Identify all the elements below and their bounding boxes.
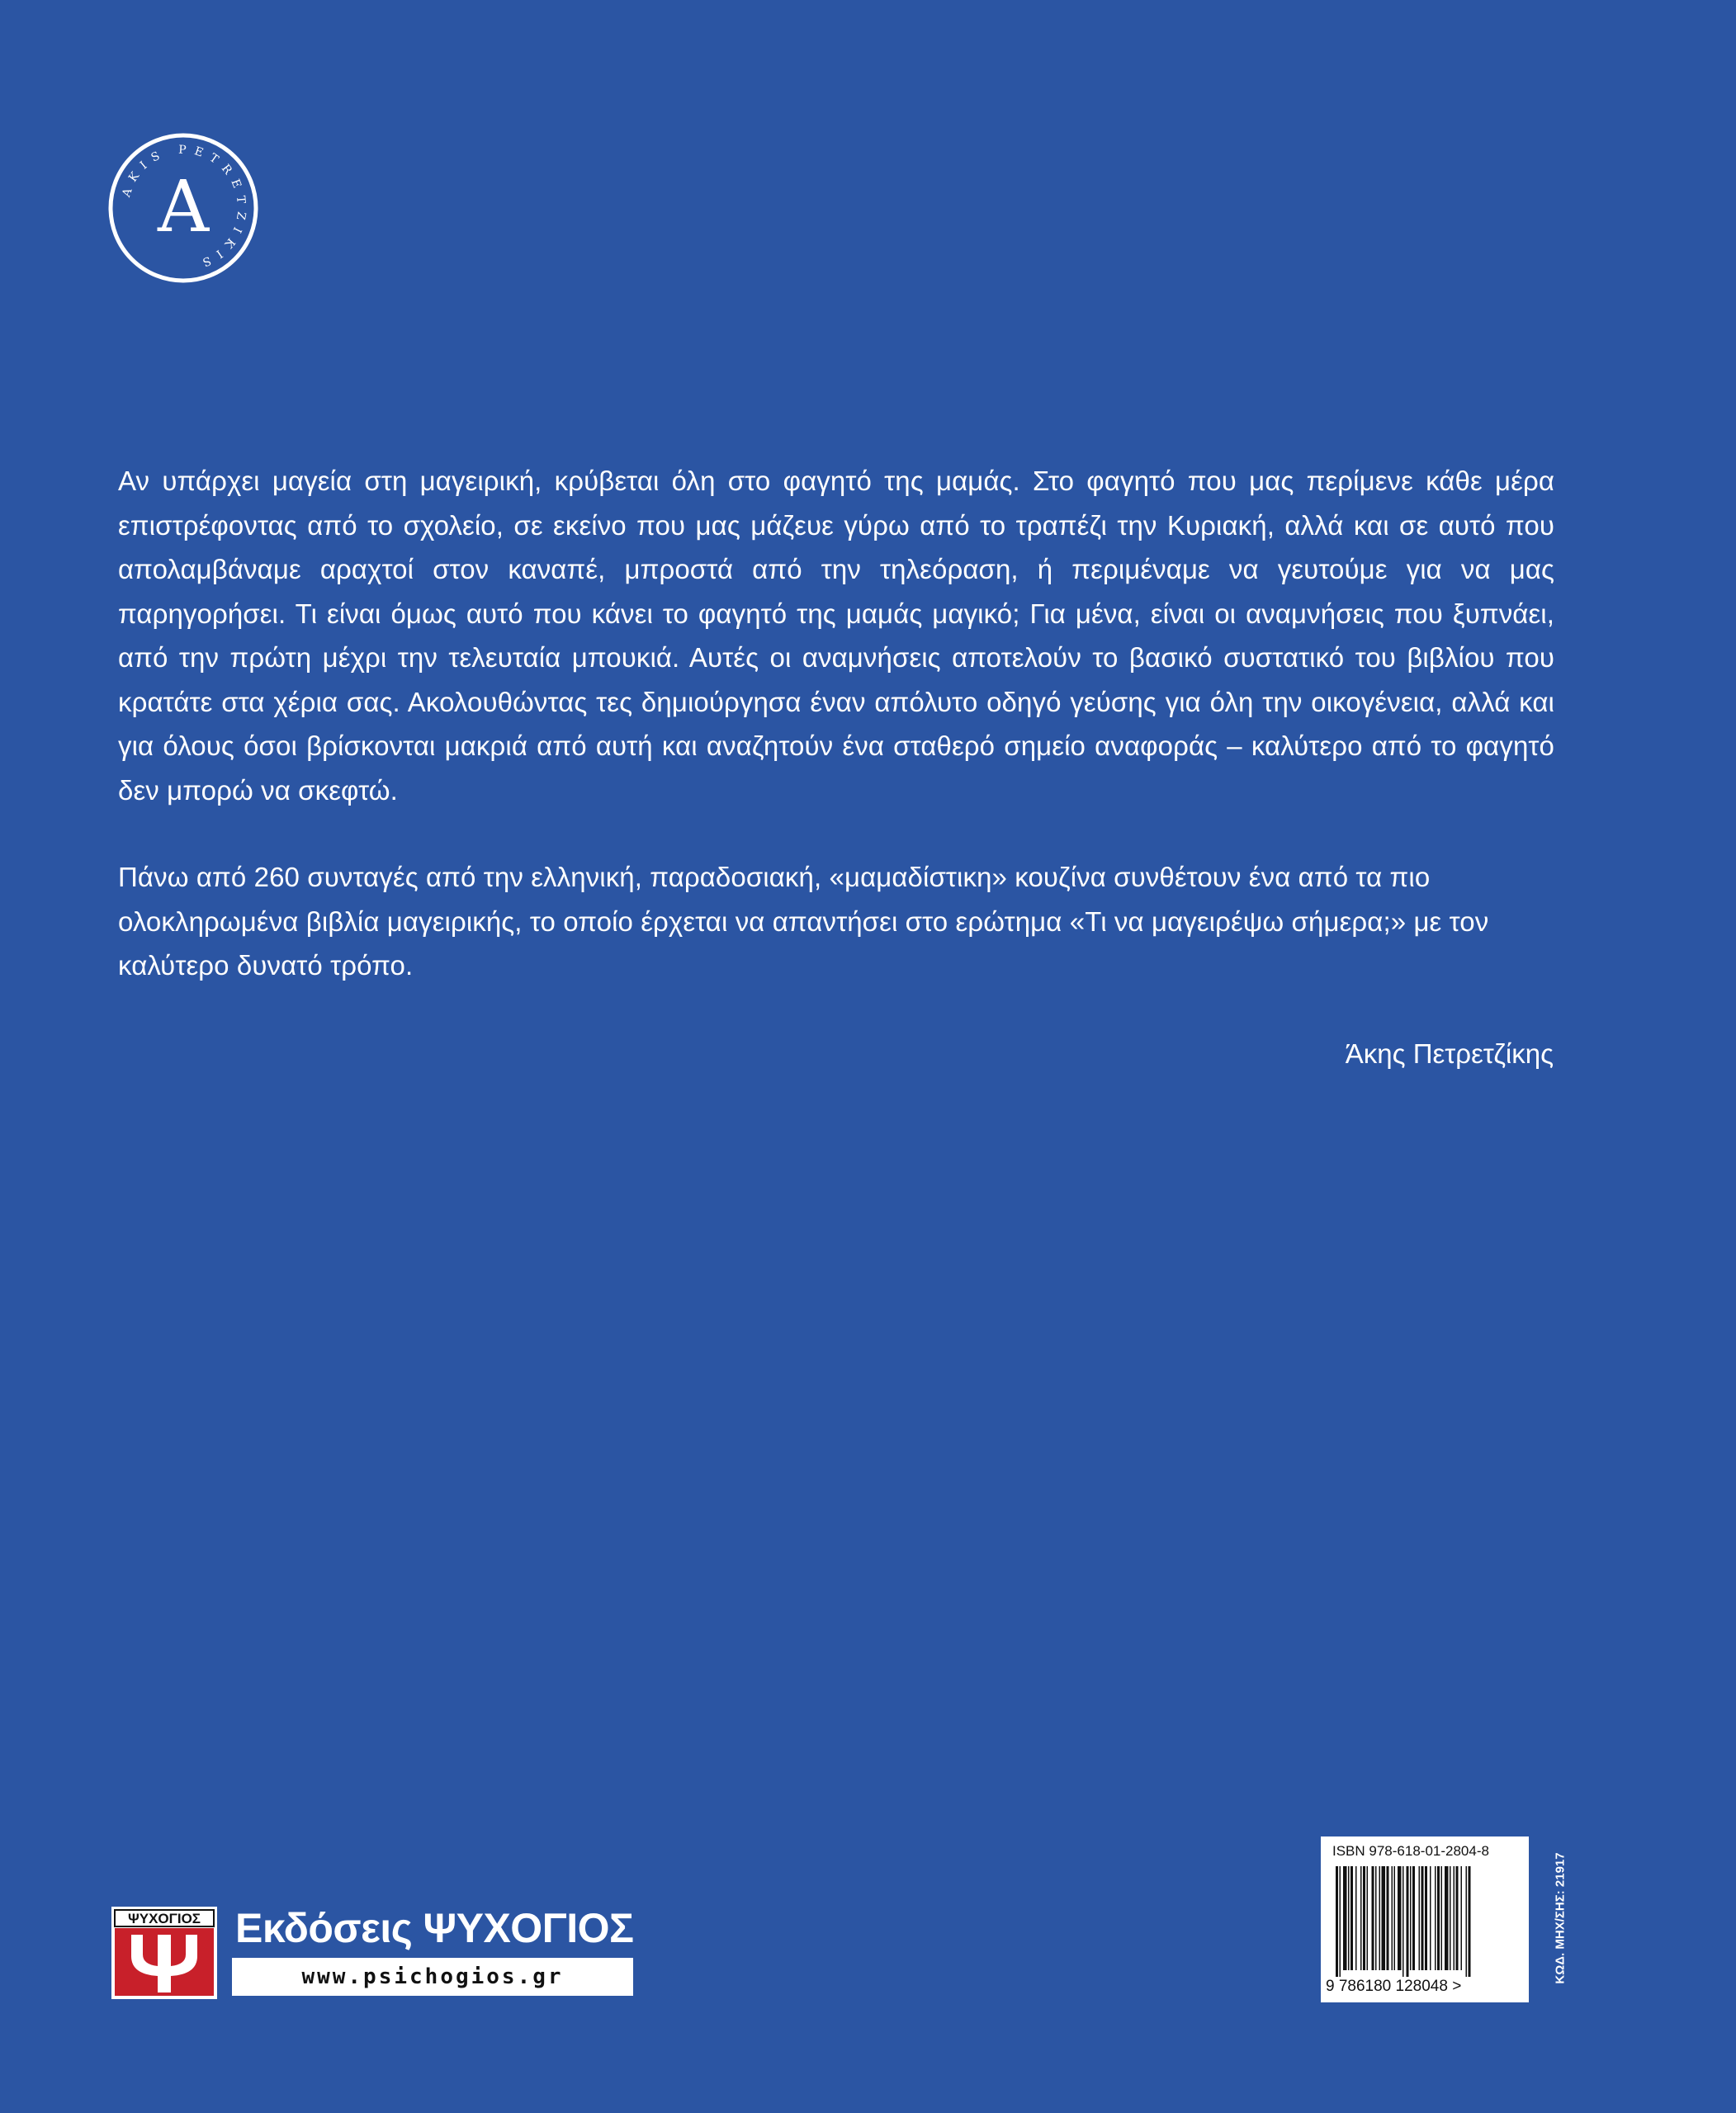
barcode-bar <box>1387 1866 1389 1970</box>
barcode-bar <box>1392 1866 1393 1970</box>
barcode-bar <box>1441 1866 1443 1970</box>
barcode-bar <box>1367 1866 1369 1970</box>
back-cover-blurb <box>118 459 1554 988</box>
psi-logo-icon <box>111 1907 217 1999</box>
isbn-barcode <box>1321 1836 1529 2002</box>
blurb-paragraph-2: Πάνω από 260 συνταγές από την ελληνική, παραδοσιακή, «μαμαδίστικη» κουζίνα συνθέτουν ένα από τα πιο ολοκληρωμένα βιβλία μαγειρικής, το οποίο έρχεται να απαντήσει στο ερώτημα «Τι να μαγειρέψω σήμερα;» με τον καλύτερο δυνατό τρόπο. <box>118 862 1489 981</box>
barcode-bar <box>1430 1866 1431 1970</box>
barcode-bar <box>1348 1866 1350 1970</box>
barcode-bar <box>1435 1866 1436 1970</box>
logo-ring-text: AKIS PETRETZIKIS <box>120 143 248 272</box>
barcode-bar <box>1421 1866 1424 1970</box>
barcode-bar <box>1461 1866 1463 1970</box>
barcode-bar <box>1372 1866 1374 1970</box>
publisher-url: www.psichogios.gr <box>232 1958 633 1996</box>
barcode-bar <box>1466 1866 1468 1977</box>
side-product-code-text: ΚΩΔ. ΜΗΧ/ΣΗΣ: 21917 <box>1553 1852 1568 1984</box>
publisher-name: Εκδόσεις ΨΥΧΟΓΙΟΣ <box>235 1905 634 1951</box>
barcode-bar <box>1375 1866 1377 1970</box>
psi-logo-text: ΨΥΧΟΓΙΟΣ <box>127 1911 201 1926</box>
blurb-paragraph-1: Αν υπάρχει μαγεία στη μαγειρική, κρύβεται όλη στο φαγητό της μαμάς. Στο φαγητό που μας περίμενε κάθε μέρα επιστρέφοντας από το σχολείο, σε εκείνο που μας μάζευε γύρω από το τραπέζι την Κυριακή, αλλά και σε αυτό που απολαμβάναμε αραχτοί στον καναπέ, μπροστά από την τηλεόραση, ή περιμέναμε να γευτούμε για να μας παρηγορήσει. Τι είναι όμως αυτό που κάνει το φαγητό της μαμάς μαγικό; Για μένα, είναι οι αναμνήσεις που ξυπνάει, από την πρώτη μέχρι την τελευταία μπουκιά. Αυτές οι αναμνήσεις αποτελούν το βασικό συστατικό του βιβλίου που κρατάτε στα χέρια σας. Ακολουθώντας τες δημιούργησα έναν απόλυτο οδηγό γεύσης για όλη την οικογένεια, αλλά και για όλους όσοι βρίσκονται μακριά από αυτή και αναζητούν ένα σταθερό σημείο αναφοράς – καλύτερο από το φαγητό δεν μπορώ να σκεφτώ. <box>118 466 1554 806</box>
barcode-bar <box>1398 1866 1402 1970</box>
barcode-digits: 9 786180 128048 > <box>1326 1978 1462 1995</box>
publisher-logo <box>111 1907 633 1999</box>
barcode-bar <box>1403 1866 1404 1977</box>
barcode-bar <box>1469 1866 1471 1977</box>
barcode-bar <box>1340 1866 1341 1977</box>
barcode-bar <box>1336 1866 1338 1977</box>
barcode-bar <box>1454 1866 1455 1970</box>
barcode-bar <box>1450 1866 1451 1970</box>
barcode-bar <box>1425 1866 1427 1970</box>
barcode-bar <box>1394 1866 1396 1970</box>
barcode-bar <box>1445 1866 1449 1970</box>
barcode-bar <box>1355 1866 1357 1970</box>
barcode-bar <box>1379 1866 1381 1970</box>
side-product-code <box>1552 1836 1568 2001</box>
barcode-bar <box>1412 1866 1415 1970</box>
barcode-bar <box>1343 1866 1347 1970</box>
barcode-bars <box>1336 1866 1516 1977</box>
barcode-bar <box>1363 1866 1365 1970</box>
barcode-bar <box>1382 1866 1386 1970</box>
logo-initial: A <box>157 166 210 248</box>
barcode-bar <box>1350 1866 1353 1970</box>
author-logo-seal <box>107 132 259 284</box>
barcode-bar <box>1360 1866 1362 1970</box>
author-signature: Άκης Πετρετζίκης <box>1345 1038 1554 1069</box>
barcode-bar <box>1437 1866 1440 1970</box>
barcode-bar <box>1410 1866 1412 1970</box>
isbn-label: ISBN 978-618-01-2804-8 <box>1332 1843 1489 1859</box>
barcode-bar <box>1419 1866 1421 1970</box>
barcode-bar <box>1407 1866 1409 1977</box>
barcode-bar <box>1456 1866 1459 1970</box>
